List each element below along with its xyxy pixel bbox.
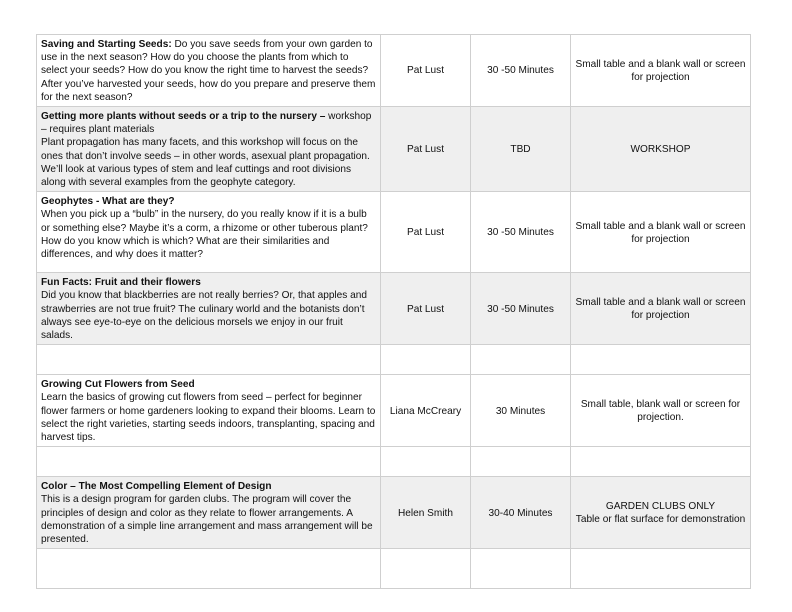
empty-cell — [471, 447, 571, 477]
duration-cell: 30 Minutes — [471, 375, 571, 447]
empty-cell — [571, 549, 751, 589]
empty-row — [37, 549, 751, 589]
requirement-line: Small table, blank wall or screen for projection. — [580, 399, 741, 424]
presenter-cell: Pat Lust — [381, 107, 471, 192]
program-body: This is a design program for garden clubs. The program will cover the principles of design and color as they relate to flower arrangements. A demonstration of a simple line arrangement and mass arrangement will be presented. — [41, 494, 373, 546]
table-row — [37, 477, 751, 549]
table-row — [37, 35, 751, 107]
program-body: Learn the basics of growing cut flowers from seed – perfect for beginner flower farmers or home gardeners looking to expand their blooms. Learn to select the right varieties, starting seeds indoors, transplanting, spacing and harvest tips. — [41, 392, 376, 444]
table-row — [37, 192, 751, 273]
empty-cell — [381, 345, 471, 375]
program-body: When you pick up a “bulb” in the nursery, do you really know if it is a bulb or something else? Maybe it’s a corm, a rhizome or other tuberous plant? How do you know which is which? What are their similarities and differences, and why does it matter? — [41, 209, 368, 261]
requirements-cell — [571, 107, 751, 192]
program-description — [37, 375, 381, 447]
presenter-cell: Pat Lust — [381, 192, 471, 273]
requirements-cell — [571, 35, 751, 107]
empty-cell — [37, 447, 381, 477]
program-title: Fun Facts: Fruit and their flowers — [41, 277, 201, 289]
empty-cell — [571, 447, 751, 477]
program-description — [37, 477, 381, 549]
duration-cell: 30-40 Minutes — [471, 477, 571, 549]
empty-cell — [381, 447, 471, 477]
program-title: Color – The Most Compelling Element of Design — [41, 481, 272, 493]
duration-cell: 30 -50 Minutes — [471, 35, 571, 107]
program-description — [37, 107, 381, 192]
requirement-line: Small table and a blank wall or screen for projection — [575, 220, 746, 245]
program-table — [36, 34, 751, 589]
program-title-tail: workshop – requires plant materials — [41, 111, 372, 136]
empty-row — [37, 345, 751, 375]
duration-cell: 30 -50 Minutes — [471, 273, 571, 345]
program-title-tail: Do you save seeds from your own garden to use in the next season? How do you choose the plants from which to select your seeds? How do you know the right time to harvest the seeds? After you’ve harvested your seeds, how do you prepare and preserve them for the next season? — [41, 39, 376, 103]
program-description — [37, 192, 381, 273]
requirements-cell — [571, 192, 751, 273]
requirement-line: Small table and a blank wall or screen for projection — [575, 58, 746, 83]
requirements-cell — [571, 477, 751, 549]
program-body: Plant propagation has many facets, and this workshop will focus on the ones that don’t involve seeds – in other words, asexual plant propagation. We’ll look at various types of stem and leaf cuttings and root divisions along with several examples from the geophyte category. — [41, 137, 370, 189]
program-title: Saving and Starting Seeds: — [41, 39, 172, 50]
table-row — [37, 273, 751, 345]
presenter-cell: Pat Lust — [381, 273, 471, 345]
table-row — [37, 375, 751, 447]
requirement-line: WORKSHOP — [630, 144, 691, 156]
program-body: Did you know that blackberries are not really berries? Or, that apples and strawberries are not true fruit? The culinary world and the botanists don’t always see eye-to-eye on the delicious morsels we enjoy in our fruit salads. — [41, 290, 367, 342]
program-title: Growing Cut Flowers from Seed — [41, 379, 195, 391]
requirements-cell — [571, 375, 751, 447]
requirement-line: GARDEN CLUBS ONLY — [605, 501, 716, 513]
duration-cell: 30 -50 Minutes — [471, 192, 571, 273]
program-title: Getting more plants without seeds or a trip to the nursery – — [41, 111, 326, 123]
empty-cell — [37, 345, 381, 375]
empty-cell — [381, 549, 471, 589]
requirement-line: Small table and a blank wall or screen for projection — [575, 297, 746, 322]
presenter-cell: Liana McCreary — [381, 375, 471, 447]
presenter-cell: Helen Smith — [381, 477, 471, 549]
duration-cell: TBD — [471, 107, 571, 192]
program-description — [37, 35, 381, 107]
program-title: Geophytes - What are they? — [41, 196, 175, 208]
presenter-cell: Pat Lust — [381, 35, 471, 107]
empty-cell — [571, 345, 751, 375]
empty-cell — [471, 345, 571, 375]
table-row — [37, 107, 751, 192]
requirement-line: Table or flat surface for demonstration — [575, 514, 746, 526]
empty-row — [37, 447, 751, 477]
requirements-cell — [571, 273, 751, 345]
empty-cell — [471, 549, 571, 589]
empty-cell — [37, 549, 381, 589]
program-description — [37, 273, 381, 345]
